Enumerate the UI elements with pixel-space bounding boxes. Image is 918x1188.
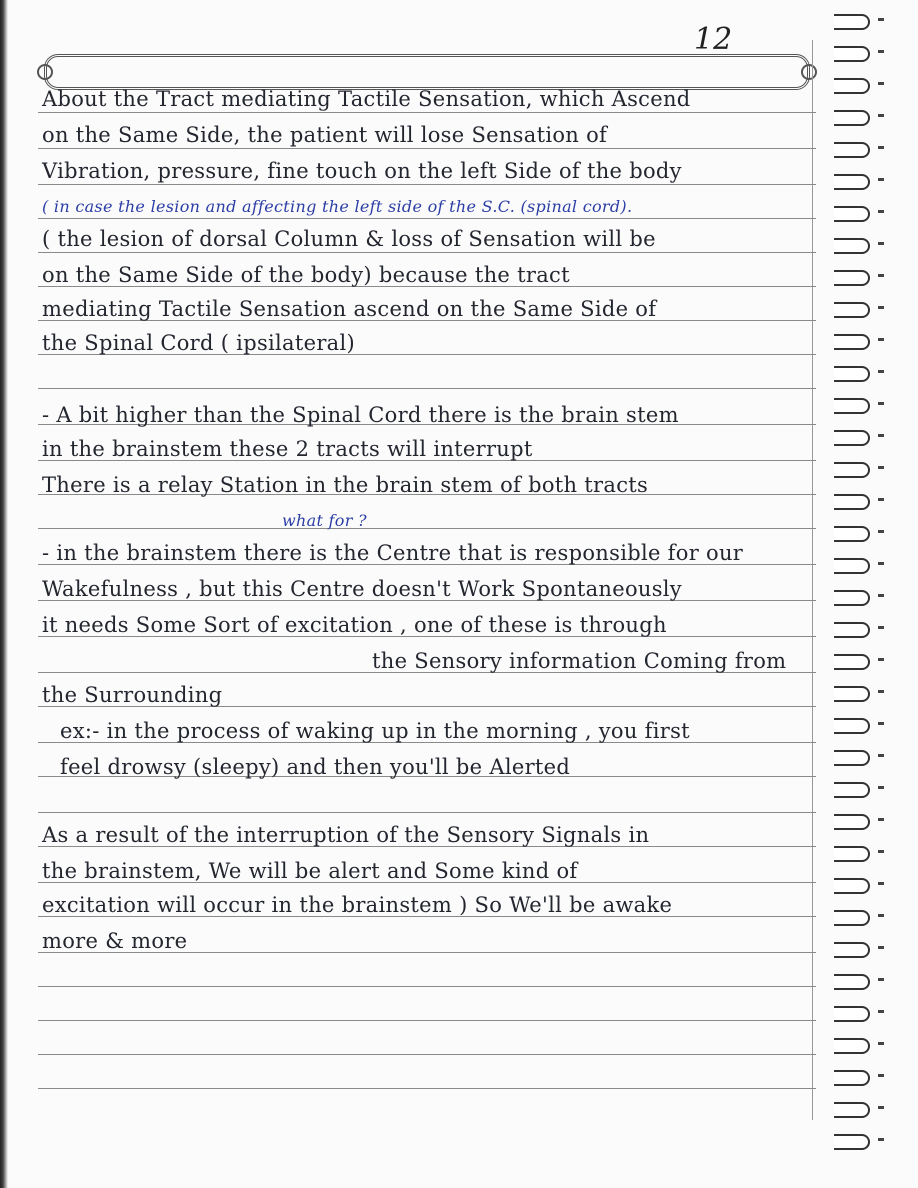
spiral-ring bbox=[834, 462, 870, 478]
note-line: As a result of the interruption of the Sensory Signals in bbox=[42, 823, 650, 847]
spiral-ring bbox=[834, 174, 870, 190]
spiral-ring bbox=[834, 206, 870, 222]
spiral-ring bbox=[834, 590, 870, 606]
spiral-ring bbox=[834, 1070, 870, 1086]
note-line: There is a relay Station in the brain stem of both tracts bbox=[42, 473, 649, 497]
note-line: - A bit higher than the Spinal Cord there is the brain stem bbox=[42, 403, 679, 427]
ruled-line bbox=[38, 986, 816, 987]
spiral-ring bbox=[834, 366, 870, 382]
spiral-ring bbox=[834, 1006, 870, 1022]
spiral-ring bbox=[834, 14, 870, 30]
note-line: on the Same Side of the body) because the tract bbox=[42, 263, 570, 287]
note-line: excitation will occur in the brainstem ) So We'll be awake bbox=[42, 893, 673, 917]
note-line: it needs Some Sort of excitation , one of these is through bbox=[42, 613, 667, 637]
note-line: on the Same Side, the patient will lose Sensation of bbox=[42, 123, 608, 147]
spiral-ring bbox=[834, 46, 870, 62]
spiral-ring bbox=[834, 142, 870, 158]
spiral-ring bbox=[834, 526, 870, 542]
spiral-ring bbox=[834, 1134, 870, 1150]
note-line: the Sensory information Coming from bbox=[372, 649, 787, 673]
note-line: the brainstem, We will be alert and Some kind of bbox=[42, 859, 578, 883]
note-line: mediating Tactile Sensation ascend on the Same Side of bbox=[42, 297, 657, 321]
annotation-line: what for ? bbox=[282, 511, 367, 530]
spiral-ring bbox=[834, 78, 870, 94]
spiral-ring bbox=[834, 750, 870, 766]
ruled-line bbox=[38, 388, 816, 389]
note-line: more & more bbox=[42, 929, 188, 953]
note-line: ex:- in the process of waking up in the morning , you first bbox=[60, 719, 690, 743]
ruled-line bbox=[38, 184, 816, 185]
page-edge-shadow bbox=[0, 0, 8, 1188]
ruled-line bbox=[38, 812, 816, 813]
spiral-ring bbox=[834, 494, 870, 510]
spiral-ring bbox=[834, 910, 870, 926]
ruled-line bbox=[38, 1054, 816, 1055]
note-line: Vibration, pressure, fine touch on the left Side of the body bbox=[42, 159, 682, 183]
spiral-ring bbox=[834, 398, 870, 414]
spiral-ring bbox=[834, 686, 870, 702]
ruled-line bbox=[38, 252, 816, 253]
annotation-line: ( in case the lesion and affecting the left side of the S.C. (spinal cord). bbox=[42, 197, 633, 216]
note-line: feel drowsy (sleepy) and then you'll be Alerted bbox=[60, 755, 571, 779]
spiral-ring bbox=[834, 846, 870, 862]
ruled-line bbox=[38, 148, 816, 149]
spiral-ring bbox=[834, 238, 870, 254]
note-line: Wakefulness , but this Centre doesn't Work Spontaneously bbox=[42, 577, 682, 601]
spiral-ring bbox=[834, 558, 870, 574]
note-line: ( the lesion of dorsal Column & loss of Sensation will be bbox=[42, 227, 656, 251]
spiral-ring bbox=[834, 1102, 870, 1118]
spiral-ring bbox=[834, 622, 870, 638]
spiral-ring bbox=[834, 1038, 870, 1054]
spiral-ring bbox=[834, 782, 870, 798]
spiral-ring bbox=[834, 654, 870, 670]
note-line: the Surrounding bbox=[42, 683, 223, 707]
note-line: About the Tract mediating Tactile Sensation, which Ascend bbox=[42, 87, 691, 111]
note-line: - in the brainstem there is the Centre that is responsible for our bbox=[42, 541, 744, 565]
spiral-ring bbox=[834, 302, 870, 318]
spiral-ring bbox=[834, 110, 870, 126]
spiral-ring bbox=[834, 430, 870, 446]
page-number: 12 bbox=[694, 22, 733, 57]
ruled-line bbox=[38, 112, 816, 113]
spiral-ring bbox=[834, 814, 870, 830]
ruled-line bbox=[38, 1088, 816, 1089]
spiral-ring bbox=[834, 974, 870, 990]
spiral-ring bbox=[834, 334, 870, 350]
ruled-line bbox=[38, 1020, 816, 1021]
spiral-ring bbox=[834, 270, 870, 286]
note-line: in the brainstem these 2 tracts will interrupt bbox=[42, 437, 533, 461]
spiral-ring bbox=[834, 718, 870, 734]
spiral-ring bbox=[834, 942, 870, 958]
header-banner bbox=[44, 54, 810, 90]
note-line: the Spinal Cord ( ipsilateral) bbox=[42, 331, 356, 355]
spiral-binding bbox=[828, 0, 918, 1188]
spiral-ring bbox=[834, 878, 870, 894]
